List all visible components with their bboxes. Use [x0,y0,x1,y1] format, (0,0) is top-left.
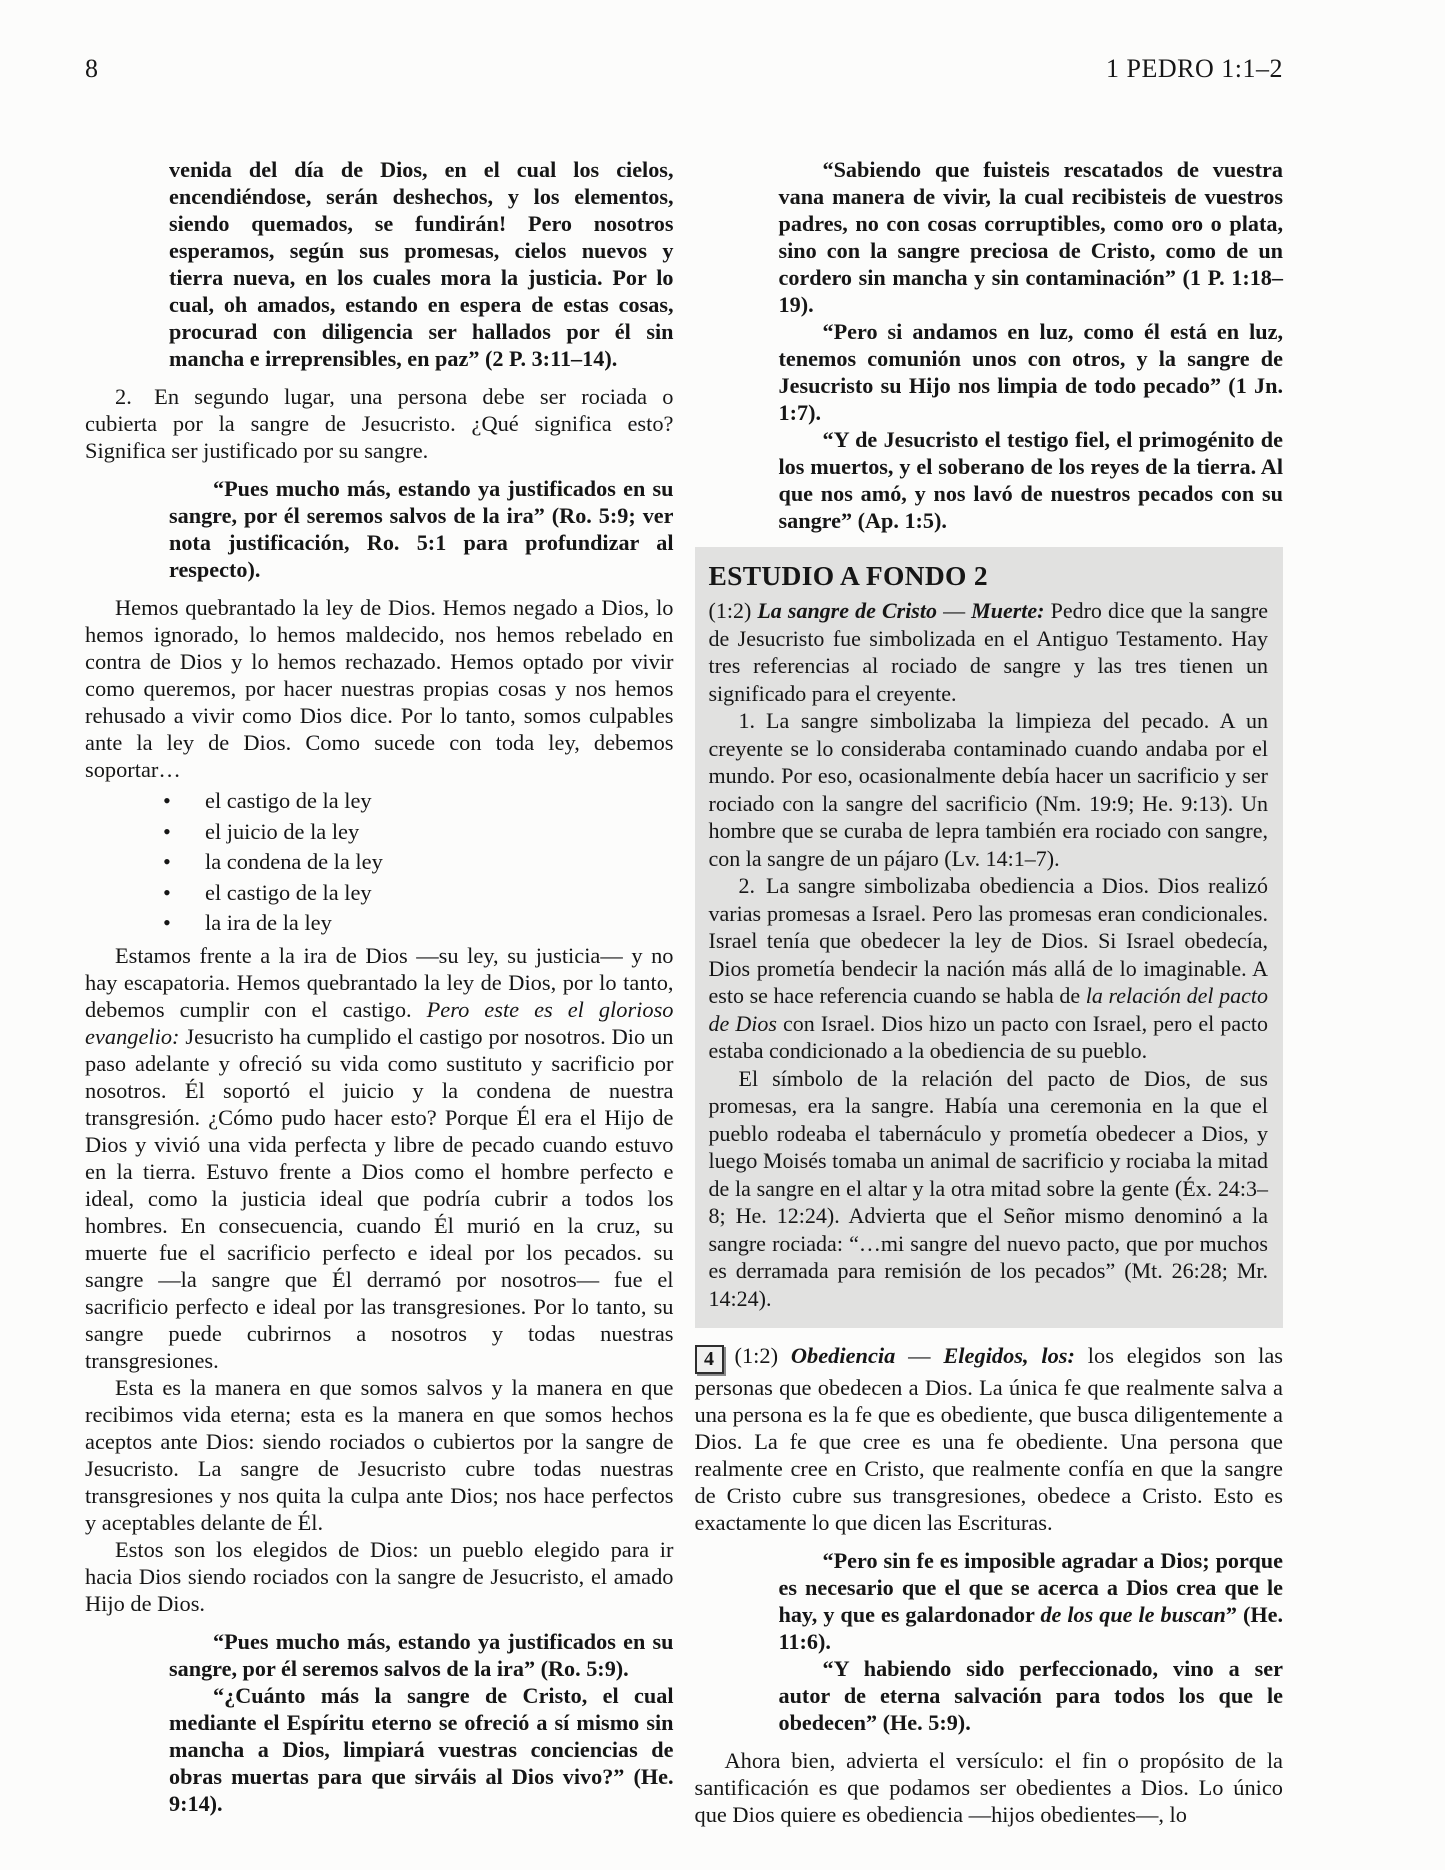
scripture-quote [85,156,674,372]
page-header [85,54,1283,84]
text-run: El símbolo de la relación del pacto de Dios, de sus promesas, era la sangre. Había una ceremonia en la que el pueblo rodeaba el tabernáculo y prometía obedecer a Dios, y luego Moisés tomaba un animal de sacrificio y rociaba la mitad de la sangre en el altar y la otra mitad sobre la gente (Éx. 24:3–8; He. 12:24). Advierta que el Señor mismo denominó a la sangre rociada: “…mi sangre del nuevo pacto, que por muchos es derramada para remisión de los pecados” (Mt. 26:28; Mr. 14:24). [708,1065,1268,1311]
text-run: — [936,598,972,623]
text-run: Jesucristo ha cumplido el castigo por nosotros. Dio un paso adelante y ofreció su vida como sustituto y sacrificio por nosotros. Él soportó el juicio y la condena de nuestra transgresión. ¿Cómo pudo hacer esto? Porque Él era el Hijo de Dios y vivió una vida perfecta y libre de pecado cuando estuvo en la tierra. Estuvo frente a Dios como el hombre perfecto e ideal, como la justicia ideal que podría cubrir a todos los hombres. En consecuencia, cuando Él murió en la cruz, su muerte fue el sacrificio perfecto e ideal por los pecados. su sangre —la sangre que Él derramó por nosotros— fue el sacrificio perfecto e ideal por las transgresiones. Por lo tanto, su sangre puede cubrirnos a nosotros y todas nuestras transgresiones. [85,1023,674,1373]
bullet-text: el castigo de la ley [205,879,372,905]
bullet-item [163,847,674,878]
page-number: 8 [85,54,99,83]
bullet-icon: • [163,818,171,844]
text-run: la relación del pacto de Dios [708,983,1268,1036]
bullet-item [163,908,674,939]
text-run: “¿Cuánto más la sangre de Cristo, el cual mediante el Espíritu eterno se ofreció a sí mismo sin mancha a Dios, limpiará vuestras conciencias de obras muertas para que sirváis al Dios vivo?” (He. 9:14). [169,1682,674,1816]
study-box-paragraph [709,1065,1269,1313]
body-paragraph [85,1536,674,1617]
bullet-icon: • [163,849,171,874]
text-run: — [895,1343,944,1368]
text-run: Estos son los elegidos de Dios: un pueblo elegido para ir hacia Dios siendo rociados con la sangre de Jesucristo, el amado Hijo de Dios. [85,1536,674,1616]
text-run: Obediencia [790,1343,896,1368]
scripture-quote [85,1628,674,1817]
text-run: Ahora bien, advierta el versículo: el fin o propósito de la santificación es que podamos ser obedientes a Dios. Lo único que Dios quiere es obediencia —hijos obedientes—, lo [694,1748,1283,1827]
body-paragraph [85,942,674,1374]
study-box-paragraph [709,597,1269,707]
bullet-icon: • [163,879,171,905]
quote-paragraph [779,1655,1284,1736]
text-run: los elegidos son las personas que obedecen a Dios. La única fe que realmente salva a una persona es la fe que es obediente, que busca diligentemente a Dios. La fe que cree es una fe obediente. Una persona que realmente cree en Cristo, que realmente confía en que la sangre de Cristo cubre sus transgresiones, obedece a Cristo. Esto es exactamente lo que dicen las Escrituras. [694,1343,1283,1535]
text-run: “Y habiendo sido perfeccionado, vino a ser autor de eterna salvación para todos los que le obedecen” (He. 5:9). [778,1656,1283,1735]
quote-paragraph [779,426,1284,534]
bullet-item [163,786,674,817]
text-run: Estamos frente a la ira de Dios —su ley, su justicia— y no hay escapatoria. Hemos quebrantado la ley de Dios, por lo tanto, debemos cumplir con el castigo. [85,942,674,1022]
bullet-text: el juicio de la ley [205,818,360,844]
text-run: Pedro dice que la sangre de Jesucristo fue simbolizada en el Antiguo Testamento. Hay tres referencias al rociado de sangre y las tres tienen un significado para el creyente. [708,598,1268,706]
scripture-quote [695,156,1284,534]
text-run: “Pero sin fe es imposible agradar a Dios; porque es necesario que el que se acerca a Dios crea que le hay, y que es galardonador [778,1548,1283,1627]
text-run: Elegidos, los: [943,1343,1075,1368]
text-run: “Pero si andamos en luz, como él está en luz, tenemos comunión unos con otros, y la sangre de Jesucristo su Hijo nos limpia de todo pecado” (1 Jn. 1:7). [778,319,1283,425]
quote-paragraph [169,1682,674,1817]
text-run: 1. La sangre simbolizaba la limpieza del pecado. A un creyente se lo consideraba contaminado cuando andaba por el mundo. Por eso, ocasionalmente debía hacer un sacrificio y ser rociado con la sangre del sacrificio (Nm. 19:9; He. 9:13). Un hombre que se curaba de lepra también era rociado con sangre, con la sangre de un pájaro (Lv. 14:1–7). [708,708,1268,871]
bullet-list [85,786,674,939]
left-column [85,156,674,1828]
text-run: venida del día de Dios, en el cual los cielos, encendiéndose, serán deshechos, y los elementos, siendo quemados, se fundirán! Pero nosotros esperamos, según sus promesas, cielos nuevos y tierra nueva, en los cuales mora la justicia. Por lo cual, oh amados, estando en espera de estas cosas, procurad con diligencia ser hallados por él sin mancha e irreprensibles, en paz” (2 P. 3:11–14). [169,157,674,371]
text-run: (1:2) [734,1343,791,1368]
text-run: Muerte: [971,598,1045,623]
bullet-icon: • [163,788,171,813]
text-run: “Pues mucho más, estando ya justificados en su sangre, por él seremos salvos de la ira” (Ro. 5:9). [169,1628,674,1681]
text-run: Esta es la manera en que somos salvos y la manera en que recibimos vida eterna; esta es la manera en que somos hechos aceptos ante Dios: siendo rociados o cubiertos por la sangre de Jesucristo. La sangre de Jesucristo cubre todas nuestras transgresiones y nos quita la culpa ante Dios; nos hace perfectos y aceptables delante de Él. [85,1374,674,1535]
study-box [695,547,1284,1328]
quote-paragraph [169,156,674,372]
study-box-paragraph [709,707,1269,872]
quote-paragraph [779,1547,1284,1655]
body-paragraph [695,1747,1284,1828]
study-box-title: ESTUDIO A FONDO 2 [708,560,988,591]
scripture-quote [695,1547,1284,1736]
quote-paragraph [169,475,674,583]
running-head: 1 PEDRO 1:1–2 [1106,54,1283,83]
study-box-paragraph [709,872,1269,1065]
text-run: 2. La sangre simbolizaba obediencia a Dios. Dios realizó varias promesas a Israel. Pero las promesas eran condicionales. Israel tenía que obedecer la ley de Dios. Si Israel obedecía, Dios prometía bendecir la nación más allá de lo imaginable. A esto se hace referencia cuando se habla de [708,873,1268,1008]
text-run: de los que le buscan [1040,1602,1226,1627]
bullet-text: la condena de la ley [205,849,383,874]
bullet-text: el castigo de la ley [205,788,372,813]
text-run: 2. En segundo lugar, una persona debe ser rociada o cubierta por la sangre de Jesucristo. ¿Qué significa esto? Significa ser justificado por su sangre. [85,384,674,463]
quote-paragraph [779,318,1284,426]
body-paragraph [85,383,674,464]
quote-paragraph [169,1628,674,1682]
body-paragraph [85,594,674,783]
body-paragraph [85,1374,674,1536]
text-run: Hemos quebrantado la ley de Dios. Hemos negado a Dios, lo hemos ignorado, lo hemos maldecido, nos hemos rebelado en contra de Dios y lo hemos rechazado. Hemos optado por vivir como queremos, por hacer nuestras propias cosas y nos hemos rehusado a vivir como Dios dice. Por lo tanto, somos culpables ante la ley de Dios. Como sucede con toda ley, debemos soportar… [85,595,674,782]
text-run: “Y de Jesucristo el testigo fiel, el primogénito de los muertos, y el soberano de los reyes de la tierra. Al que nos amó, y nos lavó de nuestros pecados con su sangre” (Ap. 1:5). [778,427,1283,533]
text-run: Pero este es el glorioso evangelio: [85,996,674,1049]
note-paragraph [695,1342,1284,1536]
bullet-item [163,817,674,848]
text-run: La sangre de Cristo [757,598,937,623]
text-run: con Israel. Dios hizo un pacto con Israel, pero el pacto estaba condicionado a la obediencia de su pueblo. [708,1010,1268,1063]
bullet-item [163,878,674,909]
note-number-badge: 4 [695,1345,724,1374]
right-column [695,156,1284,1828]
quote-paragraph [779,156,1284,318]
text-run: “Pues mucho más, estando ya justificados en su sangre, por él seremos salvos de la ira” (Ro. 5:9; ver nota justificación, Ro. 5:1 para profundizar al respecto). [169,476,674,582]
text-run: ” (He. 11:6). [778,1602,1283,1654]
bullet-text: la ira de la ley [205,910,332,935]
text-run: “Sabiendo que fuisteis rescatados de vuestra vana manera de vivir, la cual recibisteis de vuestros padres, no con cosas corruptibles, como oro o plata, sino con la sangre preciosa de Cristo, como de un cordero sin mancha y sin contaminación” (1 P. 1:18–19). [778,157,1283,317]
bullet-icon: • [163,910,171,935]
text-run: (1:2) [708,598,758,623]
two-column-layout [85,156,1283,1828]
scripture-quote [85,475,674,583]
note-text [695,1343,1284,1535]
